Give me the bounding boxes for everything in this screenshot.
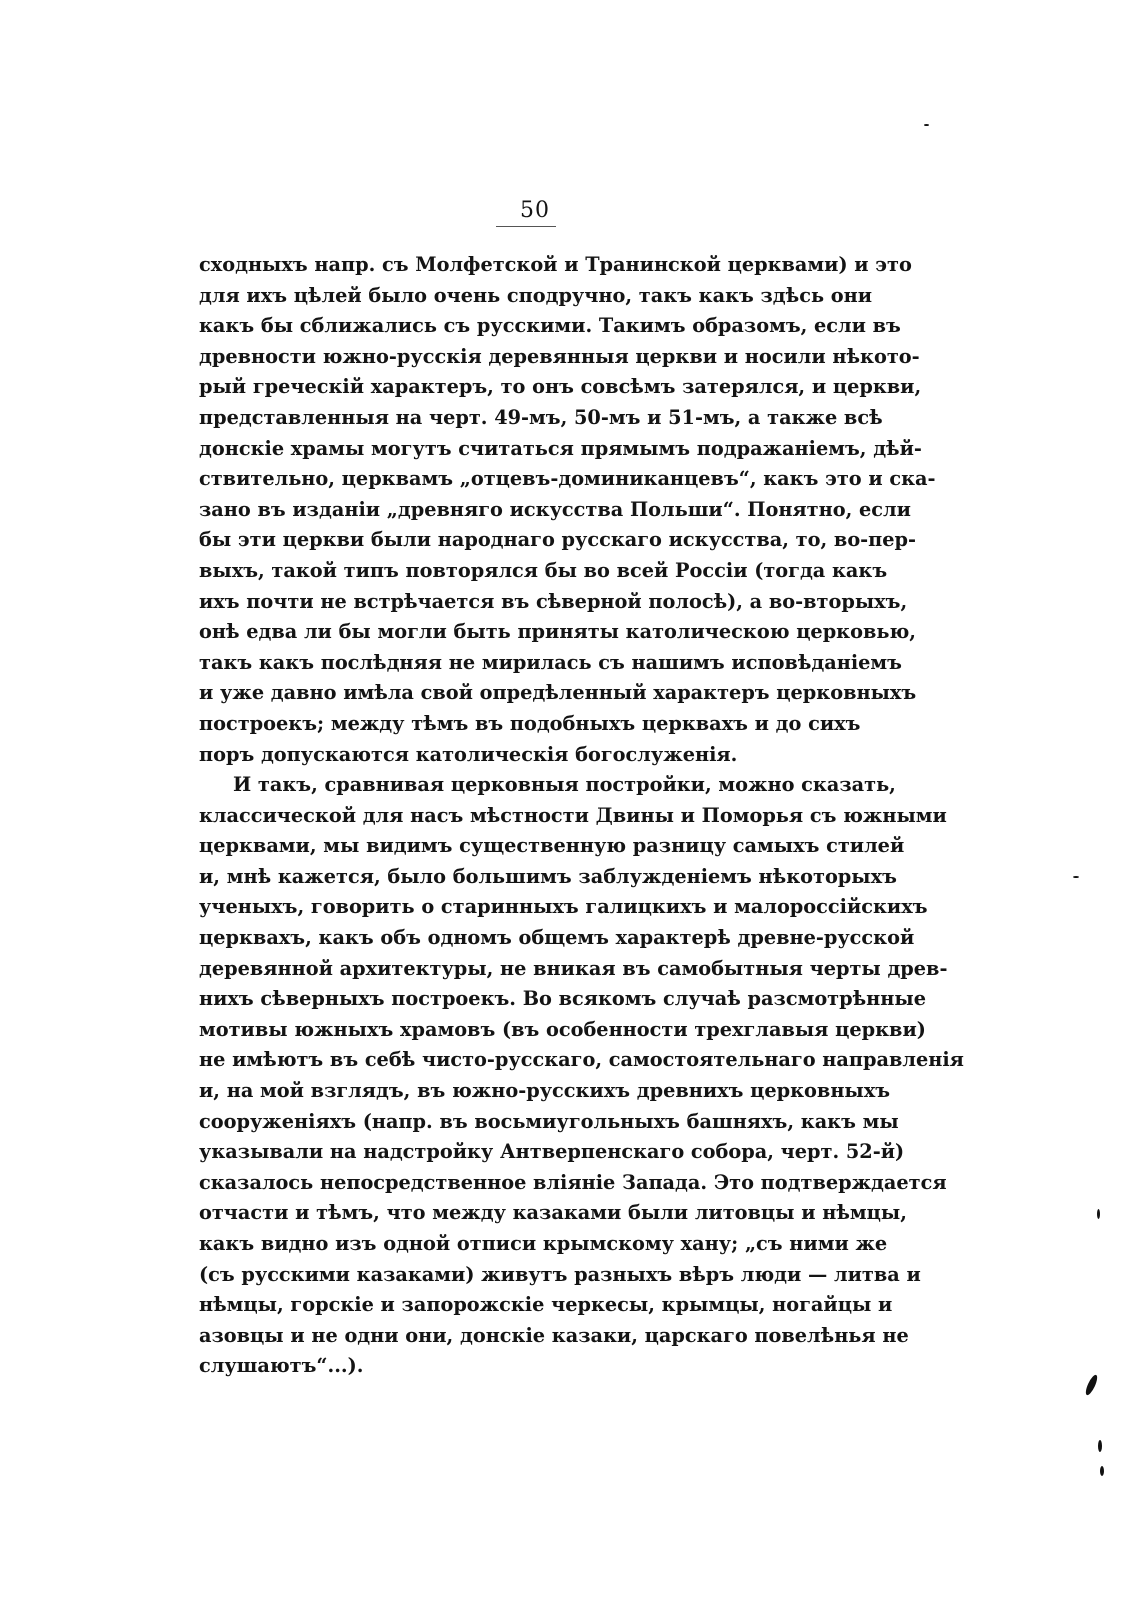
- text-line: указывали на надстройку Антверпенскаго собора, черт. 52-й): [199, 1140, 905, 1164]
- scan-speck: [1084, 1374, 1100, 1397]
- paragraph-2: [199, 770, 964, 1382]
- scan-speck: [1097, 1209, 1100, 1219]
- text-line: (съ русскими казаками) живутъ разныхъ вѣръ люди — литва и: [199, 1262, 921, 1286]
- body-text: [199, 250, 964, 1382]
- text-line: сходныхъ напр. съ Молфетской и Транинской церквами) и это: [199, 253, 912, 276]
- text-line: сказалось непосредственное вліяніе Запада. Это подтверждается: [199, 1170, 947, 1194]
- paragraph-1: [199, 250, 936, 770]
- text-line: древности южно-русскія деревянныя церкви и носили нѣкото-: [199, 344, 920, 368]
- scan-speck: [924, 124, 929, 126]
- text-line: и, на мой взглядъ, въ южно-русскихъ древнихъ церковныхъ: [199, 1079, 891, 1103]
- text-line: сооруженіяхъ (напр. въ восьмиугольныхъ башняхъ, какъ мы: [199, 1109, 899, 1133]
- text-line: азовцы и не одни они, донскіе казаки, царскаго повелѣнья не: [199, 1323, 909, 1347]
- text-line: построекъ; между тѣмъ въ подобныхъ церквахъ и до сихъ: [199, 711, 861, 735]
- text-line: не имѣютъ въ себѣ чисто-русскаго, самостоятельнаго направленія: [199, 1048, 964, 1072]
- text-line: и уже давно имѣла свой опредѣленный характеръ церковныхъ: [199, 681, 917, 705]
- text-line: классической для насъ мѣстности Двины и Поморья съ южными: [199, 803, 947, 827]
- text-line: нѣмцы, горскіе и запорожскіе черкесы, крымцы, ногайцы и: [199, 1293, 893, 1317]
- text-line: какъ видно изъ одной отписи крымскому хану; „съ ними же: [199, 1232, 888, 1255]
- text-line: ихъ почти не встрѣчается въ сѣверной полосѣ), а во-вторыхъ,: [199, 589, 908, 613]
- text-line: отчасти и тѣмъ, что между казаками были литовцы и нѣмцы,: [199, 1201, 907, 1225]
- scan-speck: [1073, 876, 1079, 878]
- text-line: такъ какъ послѣдняя не мирилась съ нашимъ исповѣданіемъ: [199, 650, 902, 674]
- text-line: ствительно, церквамъ „отцевъ-доминиканцевъ“, какъ это и ска-: [199, 467, 936, 491]
- text-line: выхъ, такой типъ повторялся бы во всей Россіи (тогда какъ: [199, 558, 888, 582]
- text-line: ученыхъ, говорить о старинныхъ галицкихъ и малороссійскихъ: [199, 895, 928, 919]
- text-line: донскіе храмы могутъ считаться прямымъ подражаніемъ, дѣй-: [199, 436, 922, 460]
- scan-speck: [1100, 1466, 1104, 1476]
- text-line: зано въ изданіи „древняго искусства Польши“. Понятно, если: [199, 497, 911, 521]
- page-number-rule: [496, 226, 556, 227]
- text-line: для ихъ цѣлей было очень сподручно, такъ какъ здѣсь они: [199, 283, 873, 307]
- text-line: онѣ едва ли бы могли быть приняты католическою церковью,: [199, 620, 916, 644]
- text-line: какъ бы сближались съ русскими. Такимъ образомъ, если въ: [199, 314, 901, 338]
- text-line: церквами, мы видимъ существенную разницу самыхъ стилей: [199, 834, 905, 858]
- scan-speck: [1098, 1440, 1102, 1452]
- text-line: и, мнѣ кажется, было большимъ заблужденіемъ нѣкоторыхъ: [199, 864, 897, 888]
- text-line: И такъ, сравнивая церковныя постройки, можно сказать,: [233, 773, 896, 797]
- text-line: бы эти церкви были народнаго русскаго искусства, то, во-пер-: [199, 528, 917, 552]
- page-number: 50: [520, 198, 550, 223]
- text-line: мотивы южныхъ храмовъ (въ особенности трехглавыя церкви): [199, 1017, 926, 1041]
- text-line: рый греческій характеръ, то онъ совсѣмъ затерялся, и церкви,: [199, 375, 922, 399]
- text-line: деревянной архитектуры, не вникая въ самобытныя черты древ-: [199, 956, 948, 980]
- text-line: поръ допускаются католическія богослуженія.: [199, 742, 738, 766]
- text-line: нихъ сѣверныхъ построекъ. Во всякомъ случаѣ разсмотрѣнные: [199, 987, 926, 1011]
- text-line: представленныя на черт. 49-мъ, 50-мъ и 51-мъ, а также всѣ: [199, 405, 883, 429]
- text-line: церквахъ, какъ объ одномъ общемъ характерѣ древне-русской: [199, 926, 915, 950]
- text-line: слушаютъ“...).: [199, 1354, 364, 1378]
